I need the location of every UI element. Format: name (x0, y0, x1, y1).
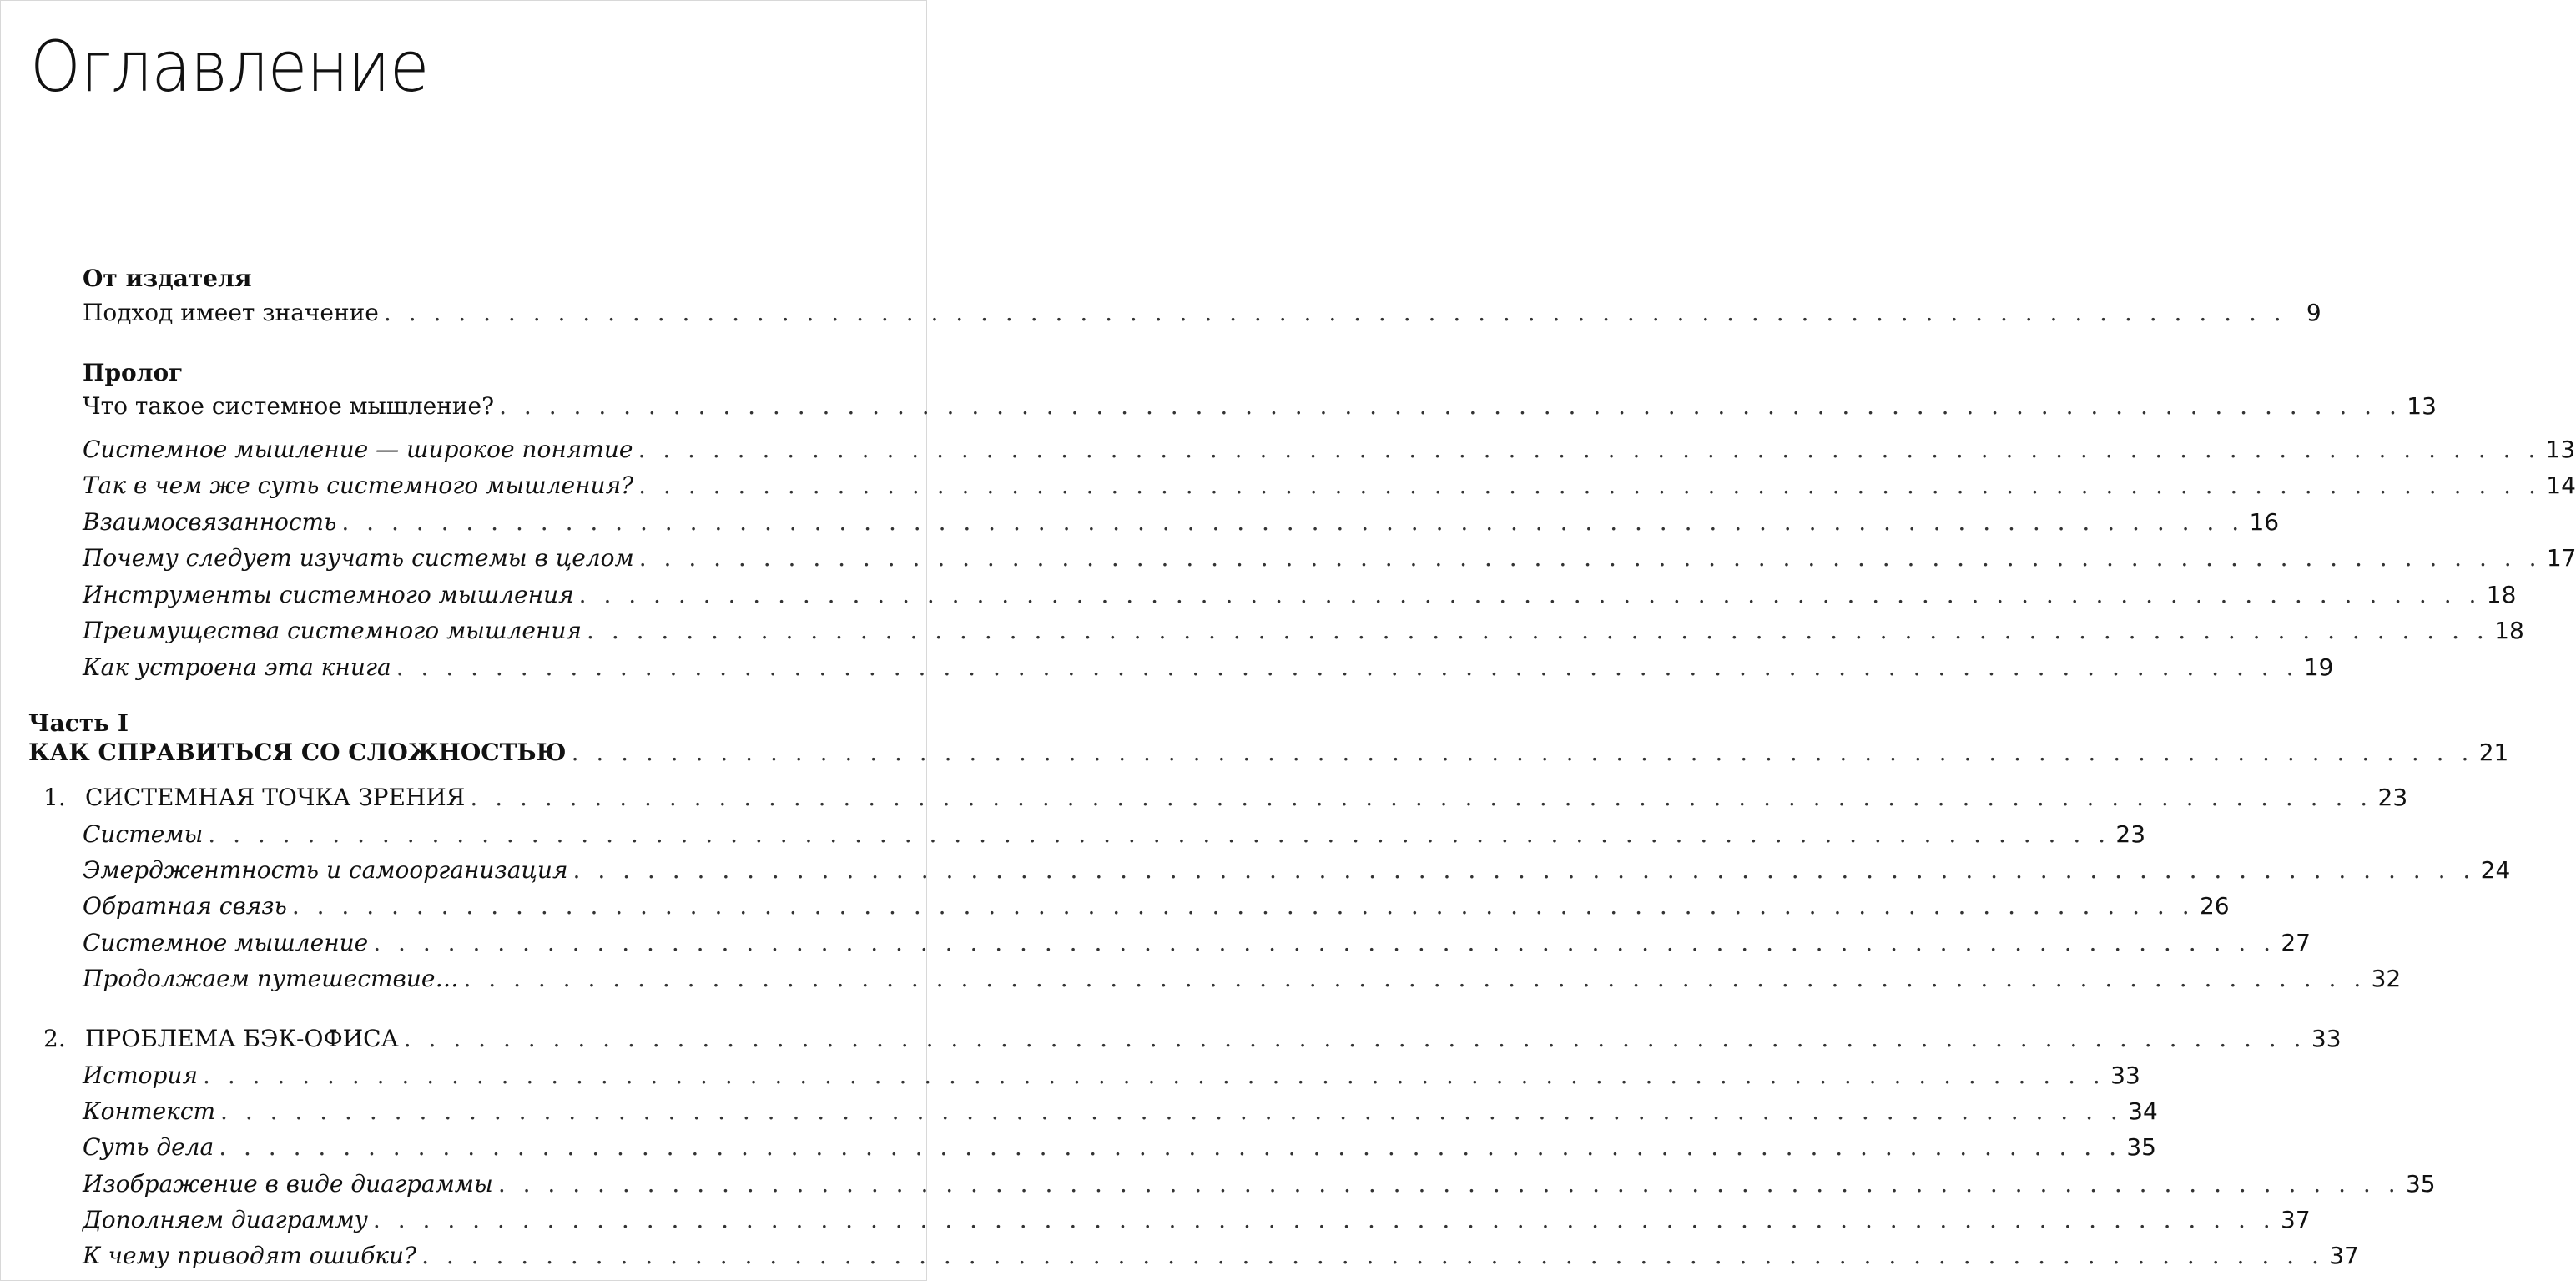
toc-entry-page: 21 (2478, 739, 2509, 766)
toc-subentry[interactable] (83, 856, 2511, 886)
toc-entry-page: 35 (2405, 1170, 2436, 1198)
toc-entry-page: 9 (2306, 299, 2321, 326)
toc-subentry[interactable] (83, 820, 2146, 850)
toc-entry-page: 23 (2377, 784, 2408, 811)
toc-entry-text: КАК СПРАВИТЬСЯ СО СЛОЖНОСТЬЮ (28, 739, 567, 766)
toc-entry[interactable] (83, 392, 2437, 422)
toc-entry-page: 37 (2329, 1242, 2359, 1269)
toc-chapter-entry[interactable] (43, 1025, 2342, 1055)
dot-leader: . . . . . . . . . . . . . . . . . . . . . . . . . . . . . . . . . . . . . . . . . . . . . . . . . . . . . . . . . . . . . . . . . . . . . . . . . . . . . (499, 392, 2402, 420)
toc-subentry[interactable] (83, 544, 2576, 574)
toc-entry-text: Инструменты системного мышления (83, 581, 574, 608)
toc-subentry[interactable] (83, 653, 2334, 683)
toc-entry-text: Так в чем же суть системного мышления? (83, 472, 634, 499)
toc-entry-page: 18 (2494, 617, 2524, 644)
toc-subentry[interactable] (83, 1133, 2156, 1163)
section-heading-publisher: От издателя (83, 265, 252, 292)
toc-subentry[interactable] (83, 892, 2230, 922)
toc-entry-page: 13 (2545, 436, 2576, 463)
toc-entry-text: Системное мышление — широкое понятие (83, 436, 633, 463)
toc-subentry[interactable] (83, 965, 2402, 995)
toc-entry-text: История (83, 1062, 199, 1089)
toc-entry-text: Контекст (83, 1097, 216, 1125)
toc-subentry[interactable] (83, 617, 2524, 647)
chapter-number: 1. (43, 784, 66, 811)
dot-leader: . . . . . . . . . . . . . . . . . . . . . . . . . . . . . . . . . . . . . . . . . . . . . . . . . . . . . . . . . . . . . . . . . . . . . . . . . . . . . (638, 436, 2541, 463)
toc-part-entry[interactable] (28, 739, 2509, 769)
toc-entry-text: Суть дела (83, 1133, 214, 1161)
dot-leader: . . . . . . . . . . . . . . . . . . . . . . . . . . . . . . . . . . . . . . . . . . . . . . . . . . . . . . . . . . . . . . . . . . . . . . . . . . . . . (396, 653, 2299, 681)
toc-entry-text: Дополняем диаграмму (83, 1206, 368, 1233)
dot-leader: . . . . . . . . . . . . . . . . . . . . . . . . . . . . . . . . . . . . . . . . . . . . . . . . . . . . . . . . . . . . . . . . . . . . . . . . . . . . . (470, 784, 2373, 811)
toc-entry-text: Что такое системное мышление? (83, 392, 495, 420)
toc-entry-page: 24 (2480, 856, 2511, 884)
dot-leader: . . . . . . . . . . . . . . . . . . . . . . . . . . . . . . . . . . . . . . . . . . . . . . . . . . . . . . . . . . . . . . . . . . . . . . . . . . . . . (638, 544, 2542, 572)
dot-leader: . . . . . . . . . . . . . . . . . . . . . . . . . . . . . . . . . . . . . . . . . . . . . . . . . . . . . . . . . . . . . . . . . . . . . . . . . . . . . (571, 739, 2474, 766)
dot-leader: . . . . . . . . . . . . . . . . . . . . . . . . . . . . . . . . . . . . . . . . . . . . . . . . . . . . . . . . . . . . . . . . . . . . . . . . . . . . . (403, 1025, 2306, 1052)
dot-leader: . . . . . . . . . . . . . . . . . . . . . . . . . . . . . . . . . . . . . . . . . . . . . . . . . . . . . . . . . . . . . . . . . . . . . . . . . . . . . (341, 508, 2245, 536)
dot-leader: . . . . . . . . . . . . . . . . . . . . . . . . . . . . . . . . . . . . . . . . . . . . . . . . . . . . . . . . . . . . . . . . . . . . . . . . . . . . . (497, 1170, 2401, 1198)
toc-entry[interactable] (83, 299, 2321, 329)
toc-entry-text: Взаимосвязанность (83, 508, 337, 536)
toc-entry-page: 37 (2281, 1206, 2311, 1233)
dot-leader: . . . . . . . . . . . . . . . . . . . . . . . . . . . . . . . . . . . . . . . . . . . . . . . . . . . . . . . . . . . . . . . . . . . . . . . . . . . . . (203, 1062, 2105, 1089)
toc-entry-text: Системы (83, 820, 204, 848)
toc-entry-page: 19 (2303, 653, 2334, 681)
dot-leader: . . . . . . . . . . . . . . . . . . . . . . . . . . . . . . . . . . . . . . . . . . . . . . . . . . . . . . . . . . . . . . . . . . . . . . . . . . . . . (463, 965, 2367, 992)
toc-subentry[interactable] (83, 1097, 2158, 1127)
dot-leader: . . . . . . . . . . . . . . . . . . . . . . . . . . . . . . . . . . . . . . . . . . . . . . . . . . . . . . . . . . . . . . . . . . . . . . . . . . . . . (220, 1097, 2123, 1125)
toc-entry-text: Почему следует изучать системы в целом (83, 544, 634, 572)
toc-entry-page: 35 (2126, 1133, 2156, 1161)
toc-entry-text: Системное мышление (83, 929, 369, 956)
dot-leader: . . . . . . . . . . . . . . . . . . . . . . . . . . . . . . . . . . . . . . . . . . . . . . . . . . . . . . . . . . . . . . . . . . . . . . . . . . . . . (587, 617, 2489, 644)
dot-leader: . . . . . . . . . . . . . . . . . . . . . . . . . . . . . . . . . . . . . . . . . . . . . . . . . . . . . . . . . . . . . . . . . . . . . . . . . . . . . (421, 1242, 2324, 1269)
toc-entry-text: Подход имеет значение (83, 299, 379, 326)
dot-leader: . . . . . . . . . . . . . . . . . . . . . . . . . . . . . . . . . . . . . . . . . . . . . . . . . . . . . . . . . . . . . . . . . . . . . . . . . . . . . (219, 1133, 2121, 1161)
dot-leader: . . . . . . . . . . . . . . . . . . . . . . . . . . . . . . . . . . . . . . . . . . . . . . . . . . . . . . . . . . . . . . . . . . . . . . . . . . . . . (572, 856, 2476, 884)
toc-entry-page: 32 (2371, 965, 2402, 992)
toc-entry-text: Обратная связь (83, 892, 287, 920)
dot-leader: . . . . . . . . . . . . . . . . . . . . . . . . . . . . . . . . . . . . . . . . . . . . . . . . . . . . . . . . . . . . . . . . . . . . . . . . . . . . . (373, 929, 2276, 956)
toc-entry-page: 17 (2546, 544, 2576, 572)
toc-entry-page: 34 (2128, 1097, 2158, 1125)
toc-entry-text: Эмерджентность и самоорганизация (83, 856, 568, 884)
chapter-number: 2. (43, 1025, 66, 1052)
toc-entry-text: СИСТЕМНАЯ ТОЧКА ЗРЕНИЯ (85, 784, 466, 811)
page-title: Оглавление (30, 26, 429, 108)
toc-entry-page: 23 (2115, 820, 2146, 848)
dot-leader: . . . . . . . . . . . . . . . . . . . . . . . . . . . . . . . . . . . . . . . . . . . . . . . . . . . . . . . . . . . . . . . . . . . . . . . . . . . . . (383, 299, 2286, 326)
toc-subentry[interactable] (83, 1206, 2311, 1236)
toc-subentry[interactable] (83, 472, 2576, 502)
toc-subentry[interactable] (83, 929, 2311, 959)
toc-entry-text: Изображение в виде диаграммы (83, 1170, 493, 1198)
toc-entry-page: 16 (2249, 508, 2280, 536)
toc-subentry[interactable] (83, 1062, 2140, 1092)
dot-leader: . . . . . . . . . . . . . . . . . . . . . . . . . . . . . . . . . . . . . . . . . . . . . . . . . . . . . . . . . . . . . . . . . . . . . . . . . . . . . (372, 1206, 2276, 1233)
toc-entry-text: Продолжаем путешествие… (83, 965, 459, 992)
dot-leader: . . . . . . . . . . . . . . . . . . . . . . . . . . . . . . . . . . . . . . . . . . . . . . . . . . . . . . . . . . . . . . . . . . . . . . . . . . . . . (638, 472, 2541, 499)
toc-entry-text: ПРОБЛЕМА БЭК-ОФИСА (85, 1025, 399, 1052)
toc-entry-page: 33 (2110, 1062, 2140, 1089)
toc-subentry[interactable] (83, 581, 2517, 611)
toc-subentry[interactable] (83, 1242, 2359, 1272)
toc-subentry[interactable] (83, 1170, 2436, 1200)
toc-entry-page: 27 (2281, 929, 2311, 956)
toc-entry-page: 26 (2199, 892, 2230, 920)
toc-subentry[interactable] (83, 508, 2280, 538)
part-label: Часть I (28, 709, 129, 737)
toc-entry-text: Как устроена эта книга (83, 653, 391, 681)
toc-entry-page: 18 (2486, 581, 2517, 608)
toc-subentry[interactable] (83, 436, 2576, 466)
toc-entry-text: Преимущества системного мышления (83, 617, 582, 644)
toc-entry-page: 13 (2407, 392, 2437, 420)
dot-leader: . . . . . . . . . . . . . . . . . . . . . . . . . . . . . . . . . . . . . . . . . . . . . . . . . . . . . . . . . . . . . . . . . . . . . . . . . . . . . (291, 892, 2195, 920)
toc-entry-text: К чему приводят ошибки? (83, 1242, 417, 1269)
section-heading-prologue: Пролог (83, 359, 184, 386)
dot-leader: . . . . . . . . . . . . . . . . . . . . . . . . . . . . . . . . . . . . . . . . . . . . . . . . . . . . . . . . . . . . . . . . . . . . . . . . . . . . . (208, 820, 2111, 848)
toc-entry-page: 14 (2546, 472, 2576, 499)
dot-leader: . . . . . . . . . . . . . . . . . . . . . . . . . . . . . . . . . . . . . . . . . . . . . . . . . . . . . . . . . . . . . . . . . . . . . . . . . . . . . (578, 581, 2482, 608)
toc-entry-page: 33 (2311, 1025, 2342, 1052)
toc-chapter-entry[interactable] (43, 784, 2408, 814)
